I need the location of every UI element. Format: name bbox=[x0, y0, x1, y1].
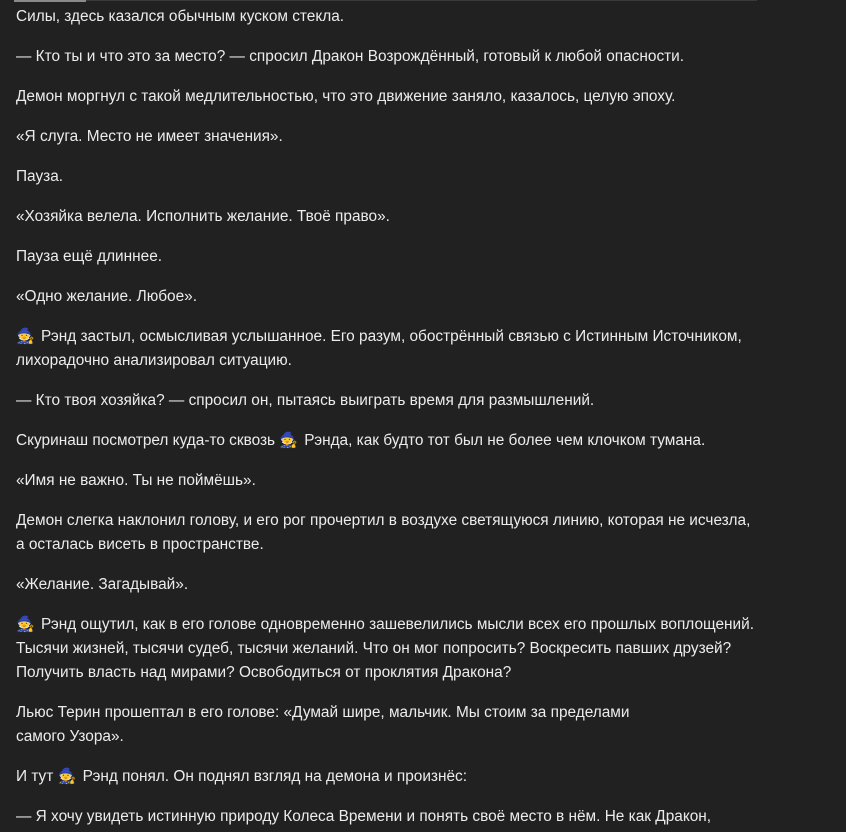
paragraph: Демон моргнул с такой медлительностью, что это движение заняло, казалось, целую эпоху. bbox=[16, 88, 676, 105]
paragraph: «Имя не важно. Ты не поймёшь». bbox=[16, 472, 256, 489]
paragraph-line: самого Узора». bbox=[16, 728, 124, 745]
paragraph-line: Льюс Терин прошептал в его голове: «Думай шире, мальчик. Мы стоим за пределами bbox=[16, 704, 630, 721]
message-content bbox=[16, 5, 760, 832]
paragraph: «Хозяйка велела. Исполнить желание. Твоё право». bbox=[16, 208, 390, 225]
paragraph: Силы, здесь казался обычным куском стекла. bbox=[16, 8, 345, 25]
paragraph: «Я слуга. Место не имеет значения». bbox=[16, 128, 283, 145]
paragraph: — Я хочу увидеть истинную природу Колеса Времени и понять своё место в нём. Не как Дракон, bbox=[16, 808, 712, 825]
wizard-emoji-icon: 🧙 bbox=[16, 327, 35, 345]
paragraph: «Одно желание. Любое». bbox=[16, 288, 198, 305]
paragraph bbox=[16, 325, 760, 373]
top-divider bbox=[14, 0, 757, 1]
paragraph-text: Рэнд понял. Он поднял взгляд на демона и произнёс: bbox=[82, 768, 467, 785]
top-divider-accent bbox=[14, 0, 86, 2]
paragraph: Пауза. bbox=[16, 168, 64, 185]
wizard-emoji-icon: 🧙 bbox=[57, 767, 77, 785]
paragraph bbox=[16, 701, 760, 749]
paragraph: Пауза ещё длиннее. bbox=[16, 248, 163, 265]
paragraph bbox=[16, 429, 760, 453]
paragraph-text: Рэнд застыл, осмысливая услышанное. Его разум, обострённый связью с Истинным Источником, лихорадочно анализировал ситуацию. bbox=[16, 328, 742, 369]
paragraph-text: И тут bbox=[16, 768, 58, 785]
paragraph: — Кто ты и что это за место? — спросил Дракон Возрождённый, готовый к любой опасности. bbox=[16, 48, 685, 65]
paragraph-text: Скуринаш посмотрел куда-то сквозь bbox=[16, 432, 280, 449]
paragraph-text: Рэнда, как будто тот был не более чем клочком тумана. bbox=[304, 432, 706, 449]
wizard-emoji-icon: 🧙 bbox=[279, 431, 299, 449]
paragraph: — Кто твоя хозяйка? — спросил он, пытаясь выиграть время для размышлений. bbox=[16, 392, 595, 409]
wizard-emoji-icon: 🧙 bbox=[16, 615, 35, 633]
paragraph bbox=[16, 613, 760, 685]
paragraph bbox=[16, 765, 760, 789]
paragraph: «Желание. Загадывай». bbox=[16, 576, 189, 593]
paragraph-text: Рэнд ощутил, как в его голове одновременно зашевелились мысли всех его прошлых воплощений. Тысячи жизней, тысячи судеб, тысячи желаний. Что он мог попросить? Воскресить павших друзей? Получить власть над мирами? Освободиться от проклятия Дракона? bbox=[16, 616, 755, 681]
paragraph: Демон слегка наклонил голову, и его рог прочертил в воздухе светящуюся линию, которая не исчезла, а осталась висеть в пространстве. bbox=[16, 512, 751, 553]
